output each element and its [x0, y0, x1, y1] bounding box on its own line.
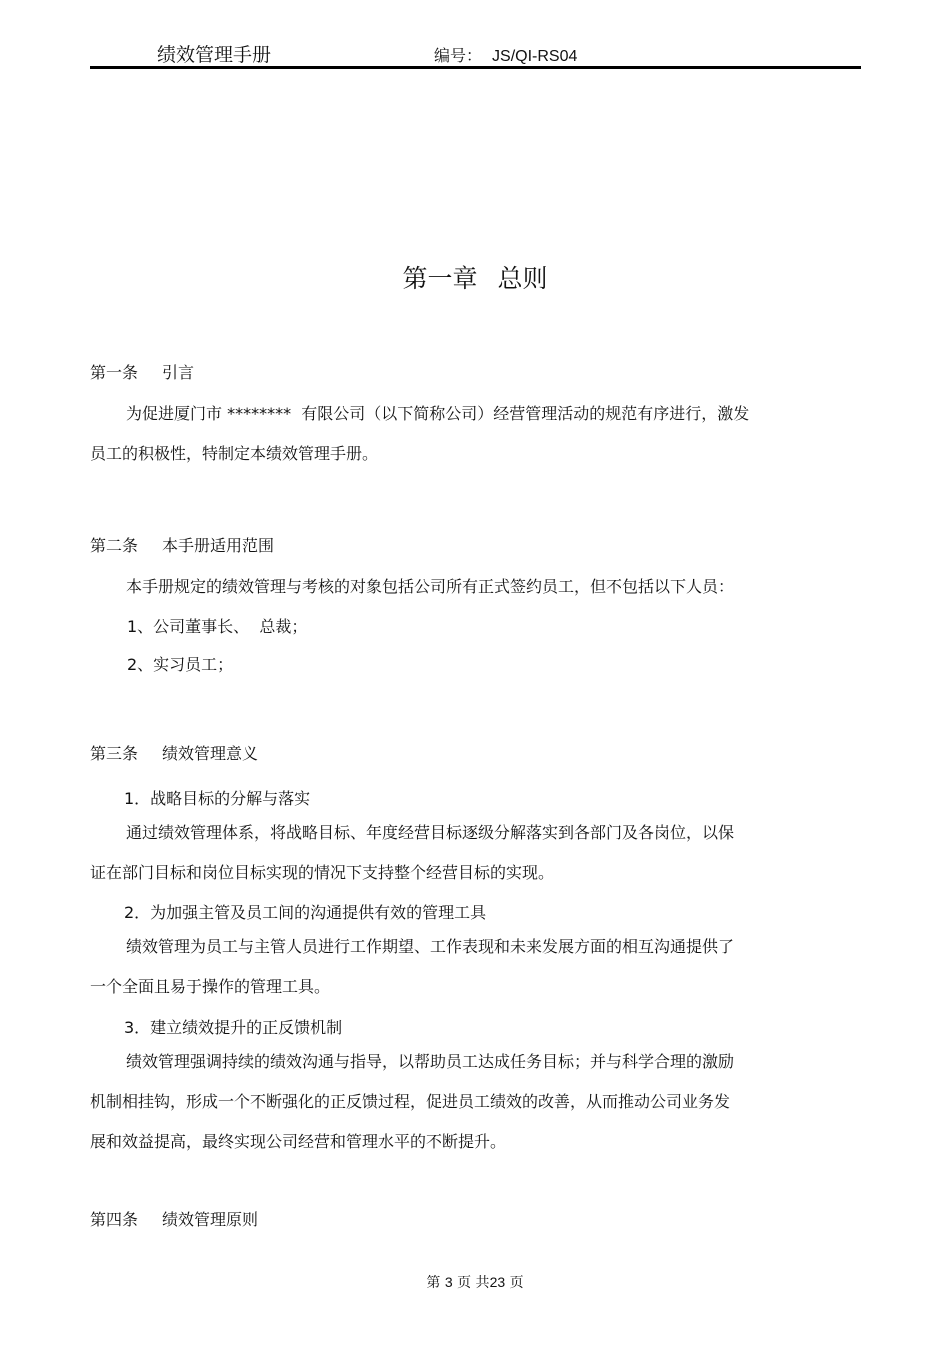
header-title: 绩效管理手册 [157, 44, 272, 66]
article-number: 第二条 [90, 536, 139, 555]
section-paragraph [90, 1042, 825, 1162]
article-number: 第三条 [90, 744, 139, 763]
article-1-paragraph [90, 394, 825, 474]
section-heading: 2．为加强主管及员工间的沟通提供有效的管理工具 [124, 903, 487, 922]
section-paragraph [90, 927, 825, 1007]
article-3-heading [90, 741, 258, 764]
paragraph-line: 为促进厦门市 ******** 有限公司（以下简称公司）经营管理活动的规范有序进行，激发 [126, 404, 750, 423]
footer-suffix: 页 [509, 1275, 524, 1291]
document-code-label: 编号： [434, 46, 483, 65]
document-code-value: JS/QI-RS04 [492, 48, 578, 65]
article-number: 第一条 [90, 363, 139, 382]
article-4-heading [90, 1207, 258, 1230]
paragraph-line: 绩效管理为员工与主管人员进行工作期望、工作表现和未来发展方面的相互沟通提供了 [126, 937, 735, 956]
article-title: 绩效管理原则 [162, 1210, 259, 1229]
paragraph-line: 本手册规定的绩效管理与考核的对象包括公司所有正式签约员工，但不包括以下人员： [126, 577, 735, 596]
page-footer [0, 1272, 950, 1292]
current-page: 3 [444, 1274, 453, 1290]
paragraph-line: 通过绩效管理体系，将战略目标、年度经营目标逐级分解落实到各部门及各岗位，以保 [126, 823, 735, 842]
article-title: 绩效管理意义 [162, 744, 259, 763]
article-2-intro [90, 567, 825, 607]
document-code [434, 43, 577, 66]
article-title: 引言 [162, 363, 195, 382]
section-heading: 1．战略目标的分解与落实 [124, 789, 311, 808]
section-heading: 3．建立绩效提升的正反馈机制 [124, 1018, 343, 1037]
chapter-name: 总则 [497, 264, 548, 293]
article-title: 本手册适用范围 [162, 536, 275, 555]
article-number: 第四条 [90, 1210, 139, 1229]
paragraph-line: 一个全面且易于操作的管理工具。 [90, 977, 331, 996]
header-divider [90, 66, 861, 69]
chapter-number: 第一章 [402, 264, 478, 293]
total-pages: 23 [489, 1274, 506, 1290]
paragraph-line: 机制相挂钩，形成一个不断强化的正反馈过程，促进员工绩效的改善，从而推动公司业务发 [90, 1092, 731, 1111]
paragraph-line: 证在部门目标和岗位目标实现的情况下支持整个经营目标的实现。 [90, 863, 555, 882]
footer-prefix: 第 [426, 1275, 441, 1291]
paragraph-line: 展和效益提高，最终实现公司经营和管理水平的不断提升。 [90, 1132, 507, 1151]
section-paragraph [90, 813, 825, 893]
article-2-heading [90, 533, 274, 556]
paragraph-line: 员工的积极性，特制定本绩效管理手册。 [90, 444, 379, 463]
paragraph-line: 绩效管理强调持续的绩效沟通与指导，以帮助员工达成任务目标；并与科学合理的激励 [126, 1052, 735, 1071]
article-1-heading [90, 360, 194, 383]
chapter-title [0, 259, 950, 295]
list-item: 1、公司董事长、 总裁； [127, 617, 308, 636]
list-item: 2、实习员工； [127, 655, 234, 674]
footer-mid: 页 共 [457, 1275, 490, 1291]
